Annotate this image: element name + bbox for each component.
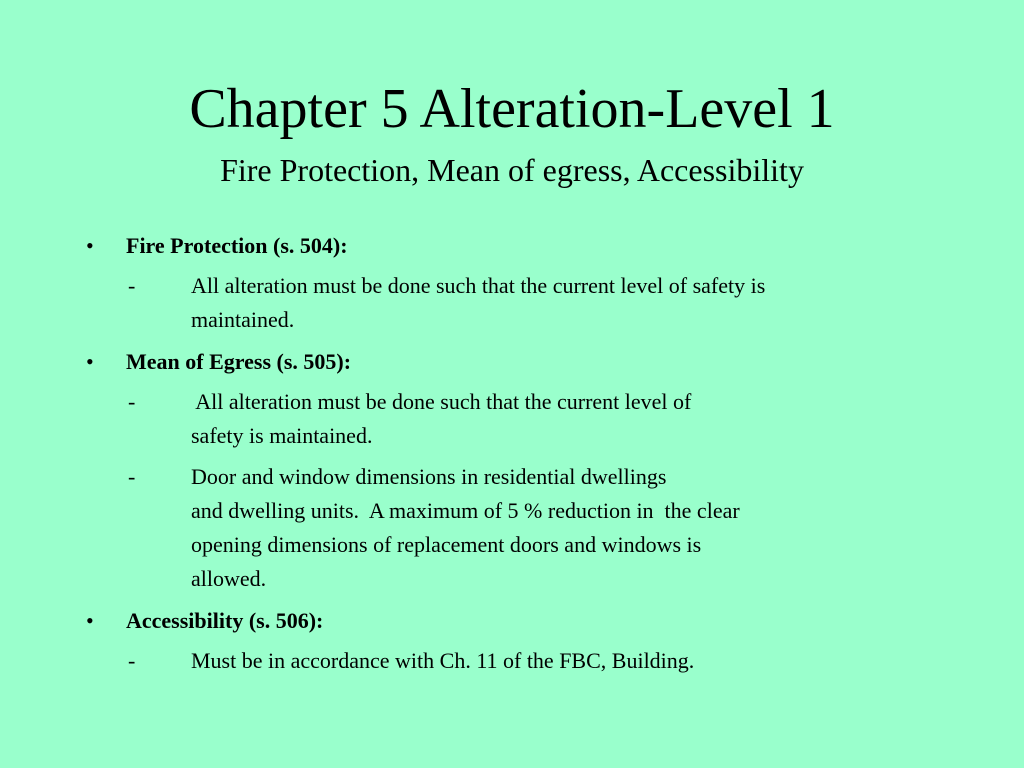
- section-heading-fire-protection: Fire Protection (s. 504):: [126, 233, 348, 258]
- section-heading-accessibility: Accessibility (s. 506):: [126, 608, 324, 633]
- dash-icon: -: [128, 389, 136, 414]
- mean-of-egress-item-1: All alteration must be done such that the current level of safety is maintained.: [191, 389, 692, 448]
- bullet-icon: •: [86, 233, 94, 258]
- fire-protection-item: All alteration must be done such that the current level of safety is maintained.: [191, 273, 766, 332]
- dash-icon: -: [128, 464, 136, 489]
- slide-subtitle: Fire Protection, Mean of egress, Accessibility: [220, 152, 804, 188]
- slide-title: Chapter 5 Alteration-Level 1: [189, 78, 835, 140]
- dash-icon: -: [128, 273, 136, 298]
- mean-of-egress-item-2: Door and window dimensions in residential dwellings and dwelling units. A maximum of 5 % reduction in the clear opening dimensions of replacement doors and windows is allowed.: [191, 464, 740, 591]
- accessibility-item: Must be in accordance with Ch. 11 of the FBC, Building.: [191, 648, 695, 673]
- bullet-icon: •: [86, 349, 94, 374]
- dash-icon: -: [128, 648, 136, 673]
- section-heading-mean-of-egress: Mean of Egress (s. 505):: [126, 349, 352, 374]
- bullet-icon: •: [86, 608, 94, 633]
